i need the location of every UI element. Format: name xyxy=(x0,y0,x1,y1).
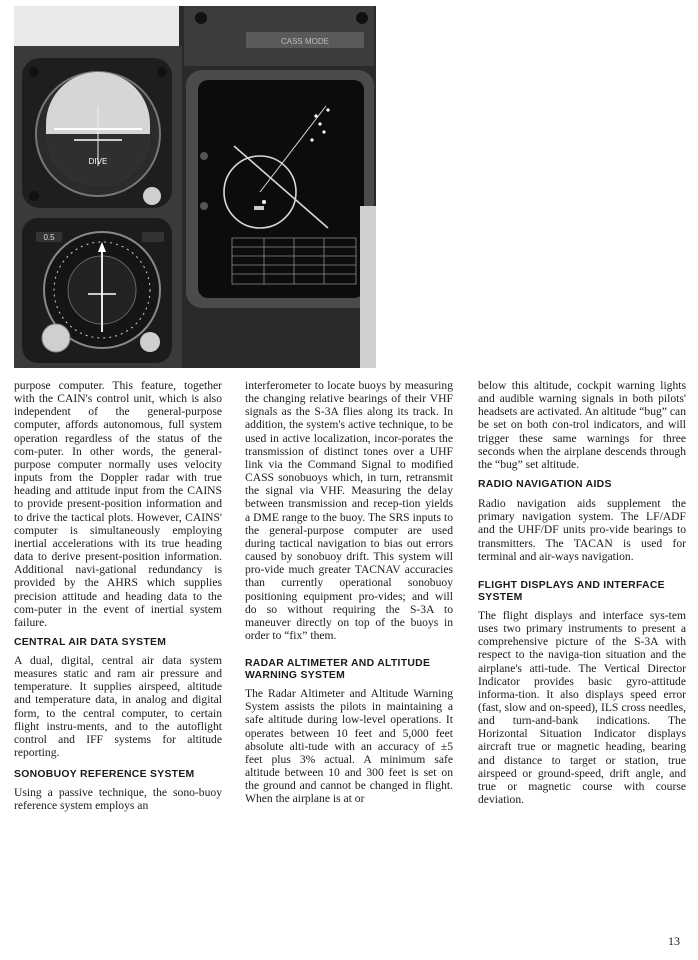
body-paragraph: A dual, digital, central air data system measures static and ram air pressure and temperature. It supplies airspeed, altitude and temperature data, in analog and digital form, to the central computer, to certain flight instru-ments, and to the autoflight control and IFF systems for altitude reporting. xyxy=(14,653,222,760)
body-paragraph: below this altitude, cockpit warning lights and audible warning signals in both pilots' headsets are activated. An altitude “bug” can be set on both con-trol indicators, and will trigger these same warnings for three seconds when the airplane descends through the “bug” set altitude. xyxy=(478,379,686,471)
svg-text:0.5: 0.5 xyxy=(43,233,55,242)
section-heading: CENTRAL AIR DATA SYSTEM xyxy=(14,636,167,648)
text-column-3 xyxy=(478,379,686,806)
svg-text:DIVE: DIVE xyxy=(88,157,108,166)
placard-label: CASS MODE xyxy=(280,37,330,46)
text-column-1 xyxy=(14,379,222,813)
section-heading: RADIO NAVIGATION AIDS xyxy=(478,479,612,491)
page-number: 13 xyxy=(668,934,680,948)
body-paragraph: The flight displays and interface sys-tem uses two primary instruments to present a comprehensive picture of the S-3A with respect to the naviga-tion situation and the airplane's atti-tude. The Vertical Director Indicator provides basic gyro-attitude informa-tion. It also displays speed error (fast, slow and on-speed), ILS cross needles, and turn-and-bank indications. The Horizontal Situation Indicator displays aircraft true or magnetic heading, bearing and distance to target or station, true airspeed or ground-speed, drift angle, and true or magnetic course with course deviation. xyxy=(478,608,686,807)
body-paragraph: purpose computer. This feature, together with the CAIN's control unit, which is also independent of the general-purpose computer, affords autonomous, full system operation regardless of the status of the com-puter. In other words, the general-purpose computer normally uses velocity inputs from the Doppler radar with true heading and attitude input from the CAINS to provide present-position information and to drive the tactical plots. However, CAINS' computer is simultaneously employing inertial accelerations with its true heading data to derive present-position information. Additional navi-gational redundancy is provided by the AHRS which supplies precision attitude and heading data to the com-puter in the event of inertial system failure. xyxy=(14,379,222,629)
body-paragraph: interferometer to locate buoys by measuring the changing relative bearings of their VHF signals as the S-3A flies along its track. In addition, the system's active technique, to be used in active localization, incor-porates the transmission of distinct tones over a UHF link via the Command Signal to modified CASS sonobuoys which, in turn, retransmit the signal via VHF. Measuring the delay between transmission and recep-tion yields a DME range to the buoy. The SRS inputs to the general-purpose computer are used during tactical navigation to bias out errors caused by sonobuoy drift. This system will pro-vide much greater TACNAV accuracies than currently operational sonobuoy positioning equipment pro-vides; and will do so without requiring the S-3A to maneuver directly on top of the buoys in order to “fix” them. xyxy=(245,379,453,642)
body-paragraph: Using a passive technique, the sono-buoy reference system employs an xyxy=(14,786,222,813)
body-paragraph: The Radar Altimeter and Altitude Warning System assists the pilots in maintaining a safe altitude during low-level operations. It operates between 10 feet and 5,000 feet absolute alti-tude with an accuracy of ±5 feet plus 3% actual. A minimum safe altitude between 10 and 300 feet is set on the ground and cannot be changed in flight. When the airplane is at or xyxy=(245,687,453,806)
section-heading: SONOBUOY REFERENCE SYSTEM xyxy=(14,769,195,781)
text-column-2 xyxy=(245,379,453,806)
cockpit-instruments-photo xyxy=(14,6,376,368)
body-paragraph: Radio navigation aids supplement the primary navigation system. The LF/ADF and the UHF/DF units pro-vide bearings to transmitters. The TACAN is used for terminal and air-ways navigation. xyxy=(478,497,686,563)
section-heading: RADAR ALTIMETER AND ALTITUDE WARNING SYSTEM xyxy=(245,658,431,682)
section-heading: FLIGHT DISPLAYS AND INTERFACE SYSTEM xyxy=(478,579,665,603)
